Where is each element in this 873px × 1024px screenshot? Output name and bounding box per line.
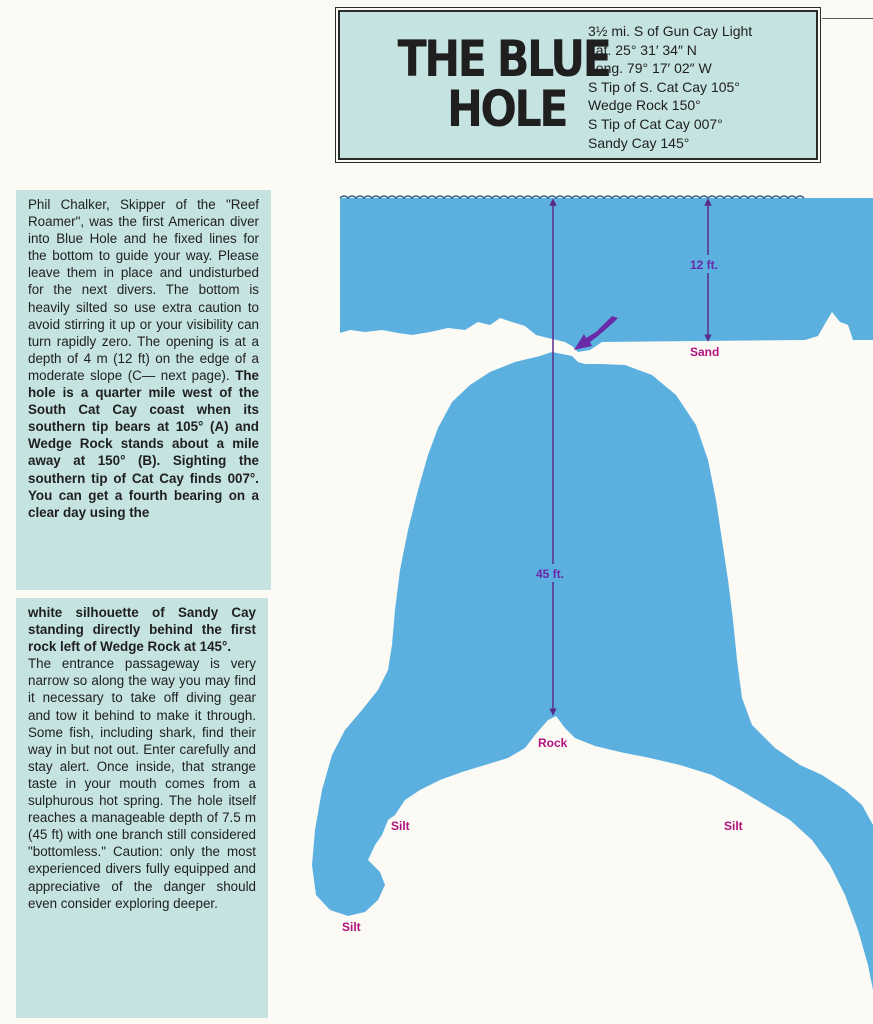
article-text: Phil Chalker, Skipper of the "Reef Roamer", was the first American diver into Blue Hole and he fixed lines for the bottom to guide your way. Please leave them in place and undisturbed for the next divers. The bottom is heavily silted so use extra caution to avoid stirring it up or your visibility can turn rapidly zero. The opening is at a depth of 4 m (12 ft) on the edge of a moderate slope (C— next page). xyxy=(28,197,259,383)
label-silt-left: Silt xyxy=(391,819,410,833)
article-bold-text: The hole is a quarter mile west of the South Cat Cay coast when its southern tip bears at 105° (A) and Wedge Rock stands about a mile away at 150° (B). Sighting the southern tip of Cat Cay finds 007°. You can get a fourth bearing on a clear day using the xyxy=(28,367,259,520)
info-line: S Tip of S. Cat Cay 105° xyxy=(588,78,740,95)
label-silt-right: Silt xyxy=(724,819,743,833)
title-line-1: THE BLUE xyxy=(397,30,610,88)
blue-hole-cavern xyxy=(312,352,873,990)
info-line: Lat. 25° 31′ 34″ N xyxy=(588,41,697,58)
info-line: Sandy Cay 145° xyxy=(588,134,690,151)
info-line: S Tip of Cat Cay 007° xyxy=(588,115,723,132)
info-line: Long. 79° 17′ 02″ W xyxy=(588,60,712,77)
title-line-2: HOLE xyxy=(446,80,566,138)
info-line: 3½ mi. S of Gun Cay Light xyxy=(588,23,753,39)
article-paragraph-3: The entrance passageway is very narrow so along the way you may find it necessary to take off diving gear and tow it behind to make it through. Some fish, including shark, find their way in but not out. Enter carefully and stay alert. Once inside, that strange taste in your mouth comes from a sulphurous hot spring. The hole itself reaches a manageable depth of 7.5 m (45 ft) with one branch still considered "bottomless." Caution: only the most experienced divers fully equipped and appreciative of the danger should even consider exploring deeper. xyxy=(28,656,256,911)
label-rock: Rock xyxy=(538,736,568,750)
article-paragraph-2: white silhouette of Sandy Cay standing directly behind the first rock left of Wedge Rock at 145°. xyxy=(28,605,256,655)
label-sand: Sand xyxy=(690,345,720,359)
info-line: Wedge Rock 150° xyxy=(588,97,701,114)
surface-water xyxy=(340,198,873,352)
label-silt-bottom: Silt xyxy=(342,920,361,934)
depth-label-45: 45 ft. xyxy=(536,567,565,581)
depth-label-12: 12 ft. xyxy=(690,258,719,272)
water-surface-line xyxy=(340,196,804,198)
